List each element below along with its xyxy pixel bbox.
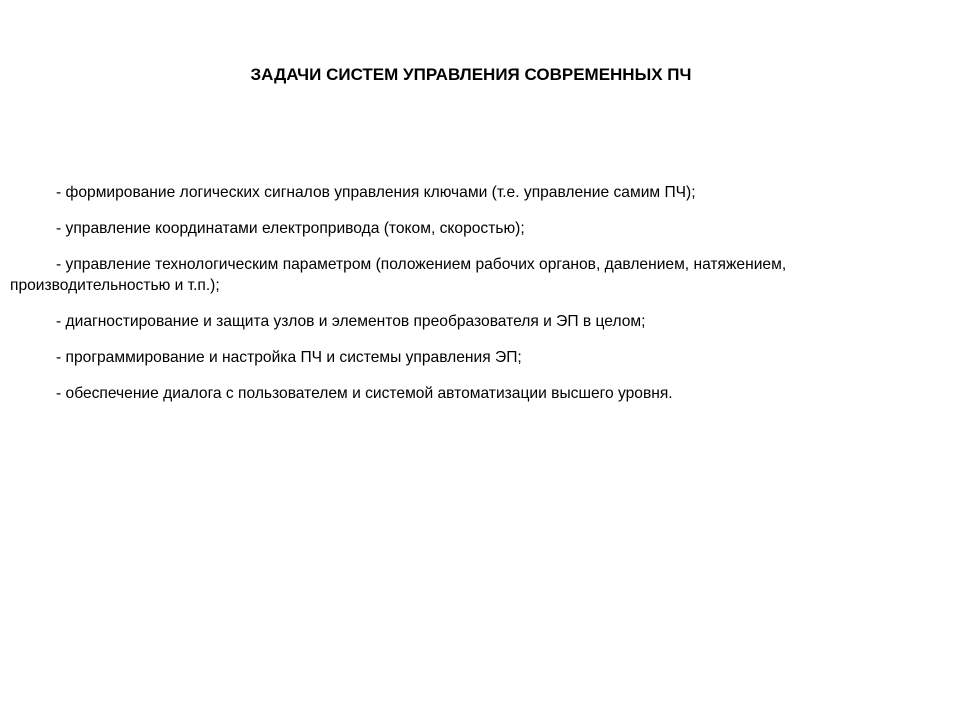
list-item: - управление координатами електропривода (током, скоростью); — [56, 220, 525, 237]
task-list — [10, 182, 940, 419]
list-item: - диагностирование и защита узлов и элементов преобразователя и ЭП в целом; — [56, 313, 646, 330]
list-item: - формирование логических сигналов управления ключами (т.е. управление самим ПЧ); — [56, 184, 696, 201]
slide-title: ЗАДАЧИ СИСТЕМ УПРАВЛЕНИЯ СОВРЕМЕННЫХ ПЧ — [250, 65, 692, 84]
list-item: - программирование и настройка ПЧ и системы управления ЭП; — [56, 349, 522, 366]
list-item: - управление технологическим параметром (положением рабочих органов, давлением, натяжением, производительностью и т.п.); — [10, 256, 787, 294]
list-item: - обеспечение диалога с пользователем и системой автоматизации высшего уровня. — [56, 385, 673, 402]
